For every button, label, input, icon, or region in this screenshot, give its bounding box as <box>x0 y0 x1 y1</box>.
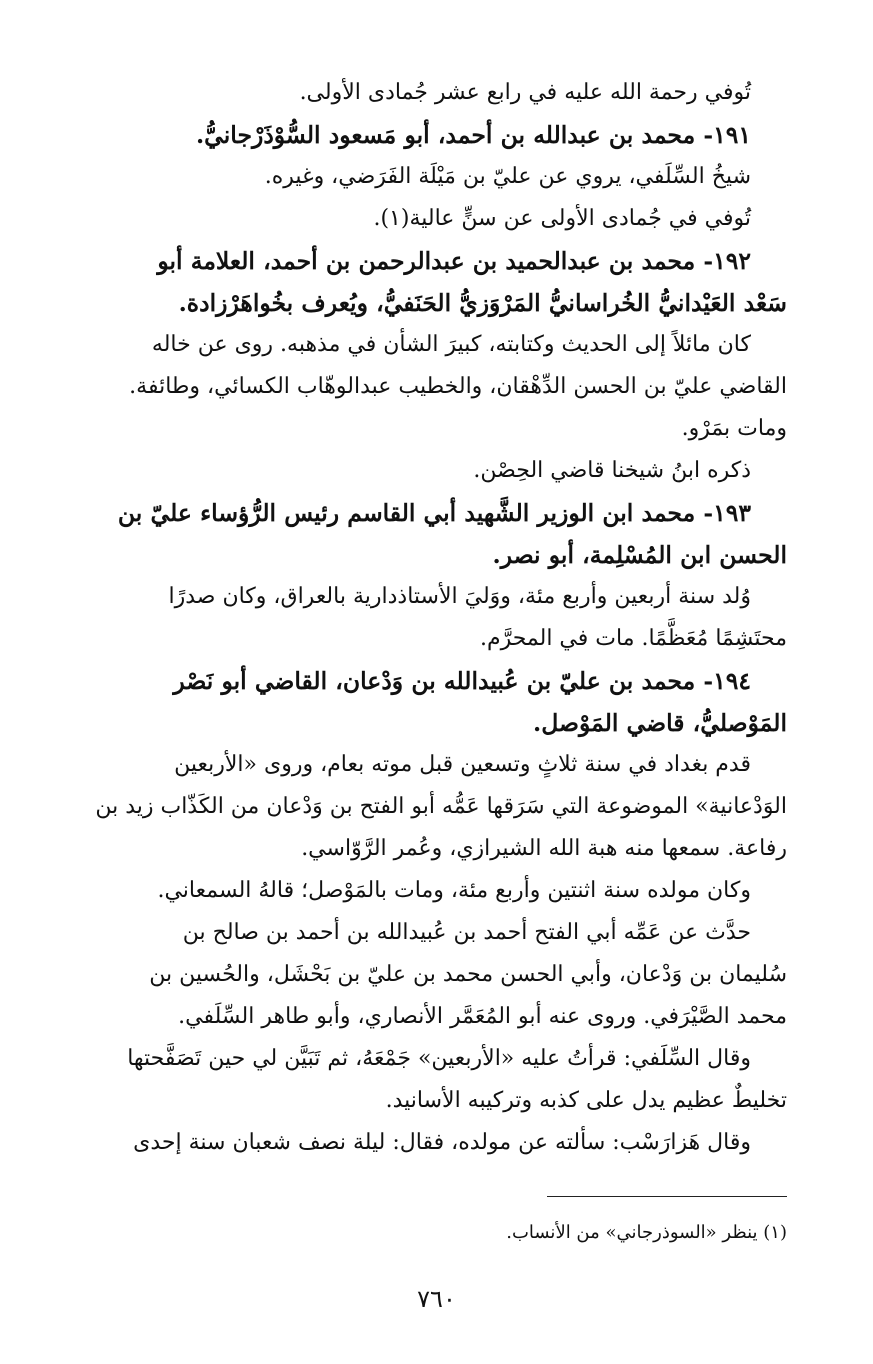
entry-heading-line: ١٩٤- محمد بن عليّ بن عُبيدالله بن وَدْعان، القاضي أبو نَصْر <box>173 667 751 695</box>
body-text-line: كان مائلاً إلى الحديث وكتابته، كبيرَ الشأن في مذهبه. روى عن خاله <box>151 332 751 357</box>
body-text-line: محمد الصَّيْرَفي. وروى عنه أبو المُعَمَّر الأنصاري، وأبو طاهر السِّلَفي. <box>178 1004 787 1029</box>
body-text-line: سُليمان بن وَدْعان، وأبي الحسن محمد بن عليّ بن بَحْشَل، والحُسين بن <box>149 962 787 987</box>
body-text-line: محتَشِمًا مُعَظَّمًا. مات في المحرَّم. <box>479 626 787 651</box>
body-text-line: وقال السِّلَفي: قرأتُ عليه «الأربعين» جَمْعَهُ، ثم تَبَيَّن لي حين تَصَفَّحتها <box>127 1046 751 1071</box>
body-text-line: رفاعة. سمعها منه هبة الله الشيرازي، وعُمر الرَّوّاسي. <box>301 836 787 861</box>
body-text-line: تُوفي في جُمادى الأولى عن سنٍّ عالية(١). <box>373 206 751 231</box>
body-text-line: قدم بغداد في سنة ثلاثٍ وتسعين قبل موته بعام، وروى «الأربعين <box>174 752 751 777</box>
footnote-divider <box>547 1196 787 1197</box>
body-text-line: شيخُ السِّلَفي، يروي عن عليّ بن مَيْلَة الفَرَضي، وغيره. <box>264 164 751 189</box>
entry-heading-line: الحسن ابن المُسْلِمة، أبو نصر. <box>492 541 787 569</box>
body-text-line: تخليطٌ عظيم يدل على كذبه وتركيبه الأسانيد. <box>385 1088 787 1113</box>
text-lines <box>42 72 787 1164</box>
body-text-line: الوَدْعانية» الموضوعة التي سَرَقها عَمُّه أبو الفتح بن وَدْعان من الكَذّاب زيد بن <box>95 794 787 819</box>
entry-heading-line: ١٩٢- محمد بن عبدالحميد بن عبدالرحمن بن أحمد، العلامة أبو <box>157 247 751 275</box>
body-text-line: حدَّث عن عَمِّه أبي الفتح أحمد بن عُبيدالله بن أحمد بن صالح بن <box>182 920 751 945</box>
body-text-line: وكان مولده سنة اثنتين وأربع مئة، ومات بالمَوْصل؛ قالهُ السمعاني. <box>157 878 751 903</box>
body-text-line: ذكره ابنُ شيخنا قاضي الحِصْن. <box>473 458 751 483</box>
page-number: ٧٦٠ <box>417 1285 456 1313</box>
entry-heading-line: المَوْصليُّ، قاضي المَوْصل. <box>533 709 787 737</box>
entry-heading-line: سَعْد العَيْدانيُّ الخُراسانيُّ المَرْوَزيُّ الحَنَفيُّ، ويُعرف بخُواهَرْزادة. <box>178 289 787 317</box>
body-text-line: ومات بمَرْو. <box>681 416 787 441</box>
body-text-line: القاضي عليّ بن الحسن الدِّهْقان، والخطيب عبدالوهّاب الكسائي، وطائفة. <box>129 374 787 399</box>
body-text-line: وقال هَزارَسْب: سألته عن مولده، فقال: ليلة نصف شعبان سنة إحدى <box>133 1130 751 1155</box>
body-text-line: وُلد سنة أربعين وأربع مئة، ووَليَ الأستاذدارية بالعراق، وكان صدرًا <box>168 584 751 609</box>
body-text-line: تُوفي رحمة الله عليه في رابع عشر جُمادى الأولى. <box>299 80 751 105</box>
entry-heading-line: ١٩١- محمد بن عبدالله بن أحمد، أبو مَسعود السُّوْذَرْجانيُّ. <box>195 121 751 149</box>
entry-heading-line: ١٩٣- محمد ابن الوزير الشَّهيد أبي القاسم رئيس الرُّؤساء عليّ بن <box>117 499 751 527</box>
footnote: (١) ينظر «السوذرجاني» من الأنساب. <box>506 1222 787 1243</box>
page-body <box>42 72 787 1164</box>
